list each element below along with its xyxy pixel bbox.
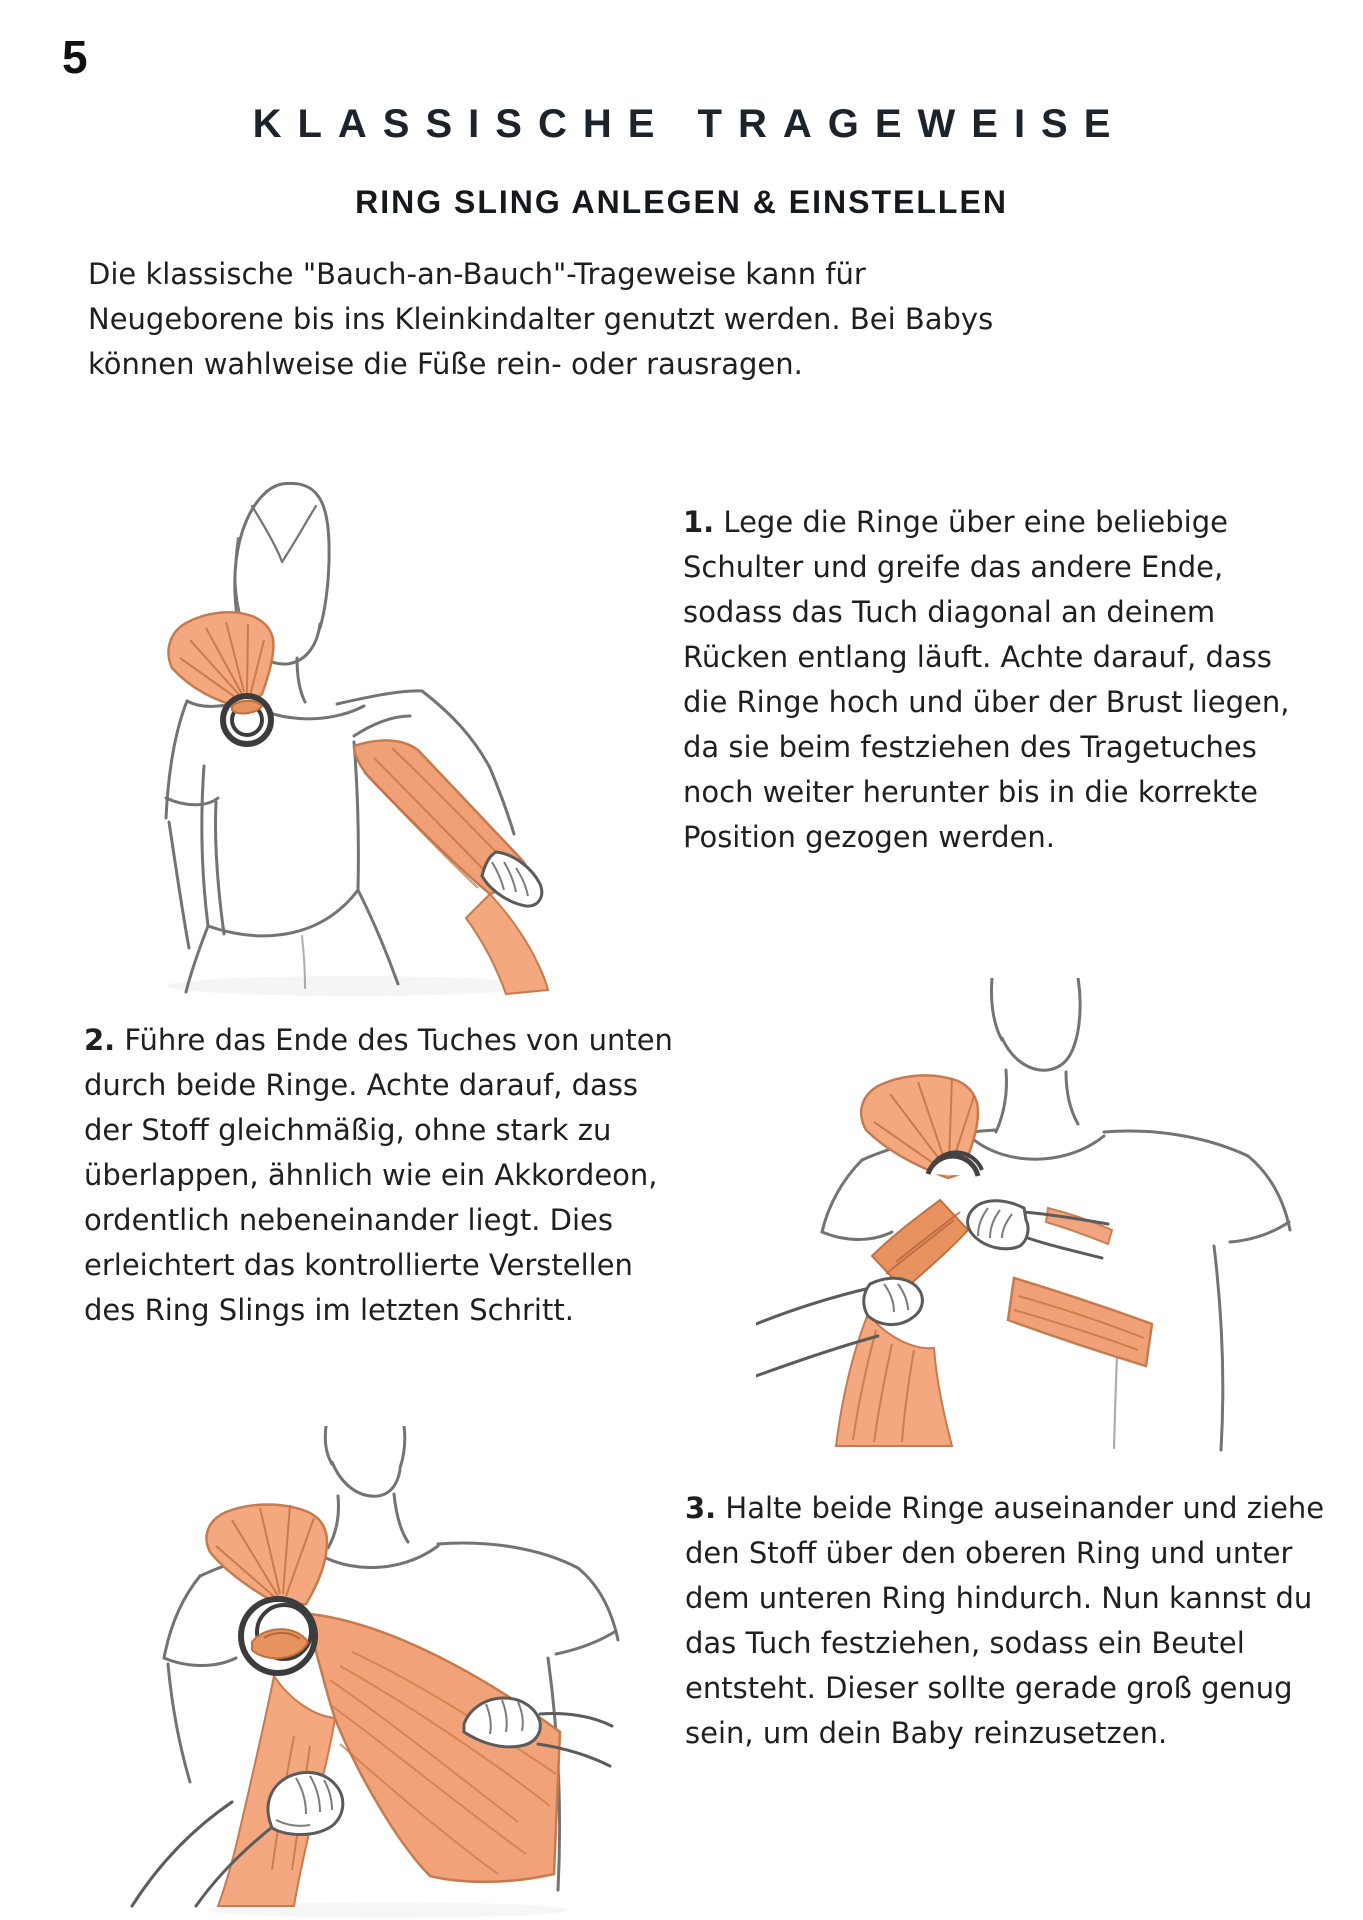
- person-sketch-ring-sling-over-shoulder: [92, 466, 657, 996]
- hands-threading-fabric-through-rings-sketch: [756, 978, 1336, 1463]
- page-title: KLASSISCHE TRAGEWEISE: [252, 102, 1127, 146]
- step1-illustration: [92, 466, 657, 996]
- intro-paragraph: Die klassische "Bauch-an-Bauch"-Trageweise kann für Neugeborene bis ins Kleinkindalter genutzt werden. Bei Babys können wahlweise die Füße rein- oder rausragen.: [88, 257, 994, 381]
- step-2-text: [84, 1018, 676, 1333]
- step-2-number: 2.: [84, 1023, 116, 1057]
- step3-illustration: [98, 1426, 648, 1918]
- step-3-text: [685, 1486, 1325, 1756]
- step-3-number: 3.: [685, 1491, 717, 1525]
- step-2-body: Führe das Ende des Tuches von unten durch beide Ringe. Achte darauf, dass der Stoff gleichmäßig, ohne stark zu überlappen, ähnlich wie ein Akkordeon, ordentlich nebeneinander liegt. Dies erleichtert das kontrollierte Verstellen des Ring Slings im letzten Schritt.: [84, 1023, 673, 1327]
- page-number: 5: [62, 31, 88, 83]
- step-1-number: 1.: [683, 505, 715, 539]
- tightening-pouch-across-chest-sketch: [98, 1426, 648, 1918]
- page-subtitle: RING SLING ANLEGEN & EINSTELLEN: [355, 184, 1008, 220]
- step-1-body: Lege die Ringe über eine beliebige Schulter und greife das andere Ende, sodass das Tuch diagonal an deinem Rücken entlang läuft. Achte darauf, dass die Ringe hoch und über der Brust liegen, da sie beim festziehen des Tragetuches noch weiter herunter bis in die korrekte Position gezogen werden.: [683, 505, 1290, 854]
- step2-illustration: [756, 978, 1336, 1463]
- step-3-body: Halte beide Ringe auseinander und ziehe den Stoff über den oberen Ring und unter dem unteren Ring hindurch. Nun kannst du das Tuch festziehen, sodass ein Beutel entsteht. Dieser sollte gerade groß genug sein, um dein Baby reinzusetzen.: [685, 1491, 1325, 1750]
- step-1-text: [683, 500, 1298, 860]
